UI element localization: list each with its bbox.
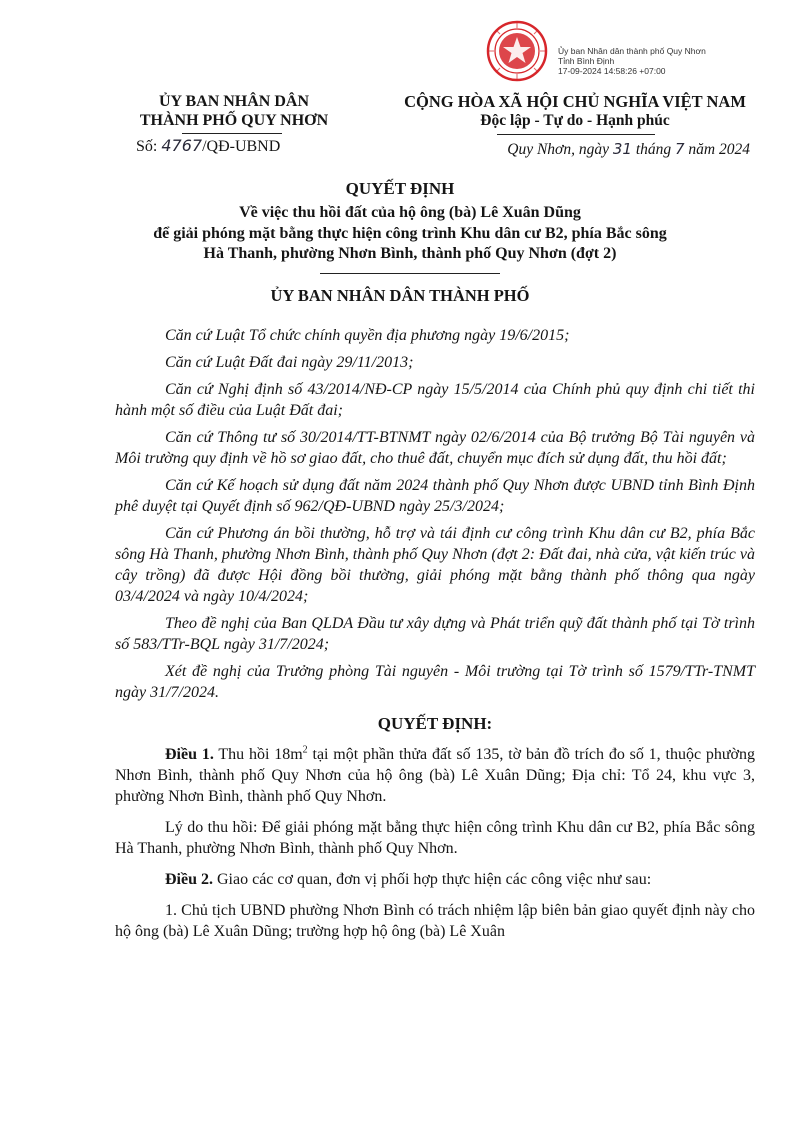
- legal-basis-item: Căn cứ Thông tư số 30/2014/TT-BTNMT ngày 02/6/2014 của Bộ trưởng Bộ Tài nguyên và Môi trường quy định về hồ sơ giao đất, cho thuê đất, chuyển mục đích sử dụng đất, thu hồi đất;: [115, 429, 755, 467]
- issuing-body-line-1: ỦY BAN NHÂN DÂN: [158, 93, 310, 110]
- national-motto: Độc lập - Tự do - Hạnh phúc: [480, 112, 670, 129]
- legal-basis-item: Căn cứ Kế hoạch sử dụng đất năm 2024 thành phố Quy Nhơn được UBND tỉnh Bình Định phê duyệt tại Quyết định số 962/QĐ-UBND ngày 25/3/2024;: [115, 477, 755, 515]
- date-month: 7: [675, 140, 685, 158]
- articles: [115, 744, 755, 942]
- issuing-authority-heading: ỦY BAN NHÂN DÂN THÀNH PHỐ: [270, 286, 530, 305]
- date-month-label: tháng: [635, 141, 672, 158]
- document-subject: [120, 203, 700, 265]
- stamp-line-2: Tỉnh Bình Định: [558, 56, 615, 66]
- issuing-body-line-2: THÀNH PHỐ QUY NHƠN: [139, 112, 329, 129]
- legal-basis-item: Căn cứ Phương án bồi thường, hỗ trợ và tái định cư công trình Khu dân cư B2, phía Bắc sông Hà Thanh, phường Nhơn Bình, thành phố Quy Nhơn (đợt 2: Đất đai, nhà cửa, vật kiến trúc và cây trồng) đã được Hội đồng bồi thường, giải phóng mặt bằng thành phố thông qua ngày 03/4/2024 và ngày 10/4/2024;: [115, 525, 755, 605]
- document-number-value: 4767: [161, 136, 203, 155]
- stamp-line-3: 17-09-2024 14:58:26 +07:00: [558, 66, 666, 76]
- article-1-text-b: tại một phần thửa đất số 135, tờ bản đồ trích đo số 1, thuộc phường Nhơn Bình, thành phố Quy Nhơn của hộ ông (bà) Lê Xuân Dũng; Địa chỉ: Tổ 24, khu vực 3, phường Nhơn Bình, thành phố Quy Nhơn.: [115, 746, 756, 805]
- article-2-text: Giao các cơ quan, đơn vị phối hợp thực hiện các công việc như sau:: [217, 871, 652, 888]
- document-number-suffix: /QĐ-UBND: [202, 138, 281, 155]
- decision-heading: QUYẾT ĐỊNH:: [377, 714, 493, 733]
- document-body: [115, 325, 755, 952]
- document-number-prefix: Số:: [136, 138, 158, 155]
- subject-line-1: Về việc thu hồi đất của hộ ông (bà) Lê Xuân Dũng: [239, 204, 581, 221]
- issue-date: [380, 140, 770, 159]
- article-1-text-a: Thu hồi 18m: [218, 746, 303, 763]
- article-1-reason: Lý do thu hồi: Để giải phóng mặt bằng thực hiện công trình Khu dân cư B2, phía Bắc sông Hà Thanh, phường Nhơn Bình, thành phố Quy Nhơn.: [115, 819, 755, 857]
- legal-basis-item: Căn cứ Luật Tổ chức chính quyền địa phương ngày 19/6/2015;: [165, 327, 570, 344]
- legal-basis-item: Căn cứ Nghị định số 43/2014/NĐ-CP ngày 15/5/2014 của Chính phủ quy định chi tiết thi hành một số điều của Luật Đất đai;: [115, 381, 755, 419]
- legal-basis-item: Xét đề nghị của Trưởng phòng Tài nguyên - Môi trường tại Tờ trình số 1579/TTr-TNMT ngày 31/7/2024.: [115, 663, 755, 701]
- subject-underline: [320, 273, 500, 274]
- article-1-label: Điều 1.: [165, 746, 214, 763]
- issuing-body-underline: [182, 133, 282, 134]
- article-2: [115, 869, 755, 890]
- legal-basis-item: Căn cứ Luật Đất đai ngày 29/11/2013;: [165, 354, 414, 371]
- digital-signature-stamp: [558, 46, 706, 76]
- area-unit-superscript: 2: [302, 744, 308, 756]
- article-2-item-1: 1. Chủ tịch UBND phường Nhơn Bình có trách nhiệm lập biên bản giao quyết định này cho hộ ông (bà) Lê Xuân Dũng; trường hợp hộ ông (bà) Lê Xuân: [115, 902, 755, 940]
- date-prefix: Quy Nhơn, ngày: [507, 141, 609, 158]
- issuing-body: [118, 92, 350, 130]
- article-2-label: Điều 2.: [165, 871, 213, 888]
- legal-basis-list: [115, 325, 755, 703]
- article-1: [115, 744, 755, 807]
- document-title: QUYẾT ĐỊNH: [345, 179, 455, 198]
- national-title: CỘNG HÒA XÃ HỘI CHỦ NGHĨA VIỆT NAM: [404, 92, 746, 111]
- motto-underline: [497, 134, 655, 135]
- legal-basis-item: Theo đề nghị của Ban QLDA Đầu tư xây dựng và Phát triển quỹ đất thành phố tại Tờ trình số 583/TTr-BQL ngày 31/7/2024;: [115, 615, 755, 653]
- document-number: [136, 136, 280, 156]
- stamp-line-1: Ủy ban Nhân dân thành phố Quy Nhơn: [558, 46, 706, 56]
- official-seal-icon: [486, 20, 548, 82]
- date-year: năm 2024: [688, 141, 750, 158]
- subject-line-3: Hà Thanh, phường Nhơn Bình, thành phố Quy Nhơn (đợt 2): [203, 245, 617, 262]
- subject-line-2: để giải phóng mặt bằng thực hiện công trình Khu dân cư B2, phía Bắc sông: [153, 224, 667, 242]
- date-day: 31: [612, 140, 632, 158]
